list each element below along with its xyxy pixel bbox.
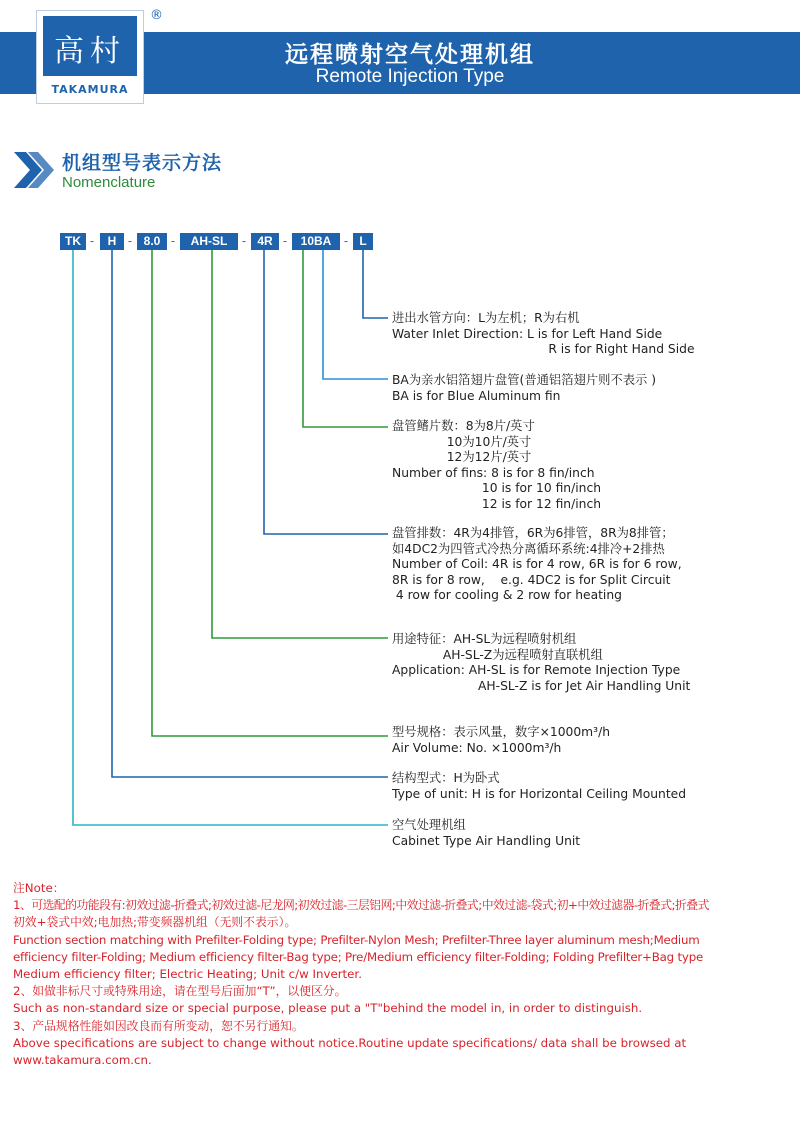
model-code-volume: 8.0 <box>137 233 167 250</box>
note-line: Such as non-standard size or special purpose, please put a "T"behind the model in, in order to distinguish. <box>13 1001 643 1016</box>
section-title-english: Nomenclature <box>62 174 156 191</box>
model-code-separator: - <box>343 234 349 248</box>
logo-english-text: TAKAMURA <box>51 83 129 96</box>
desc-water-inlet-direction: 进出水管方向：L为左机；R为右机 Water Inlet Direction: L is for Left Hand Side R is for Right Hand Side <box>392 311 695 357</box>
connector-line-fin-type <box>323 250 388 379</box>
connector-line-volume <box>152 250 388 736</box>
desc-fin-type: BA为亲水铝箔翅片盘管(普通铝箔翅片则不表示 ) BA is for Blue Aluminum fin <box>392 373 656 403</box>
model-code-separator: - <box>170 234 176 248</box>
model-code-separator: - <box>241 234 247 248</box>
logo-chinese-text: 高村 <box>54 34 126 69</box>
connector-line-direction <box>363 250 388 318</box>
note-line: efficiency filter-Folding; Medium efficiency filter-Bag type; Pre/Medium efficiency filter-Folding; Folding Prefilter+Bag type <box>13 949 704 964</box>
desc-unit-type: 结构型式：H为卧式 Type of unit: H is for Horizontal Ceiling Mounted <box>392 771 687 801</box>
connector-line-cabinet <box>73 250 388 825</box>
desc-cabinet: 空气处理机组 Cabinet Type Air Handling Unit <box>392 818 581 848</box>
connector-line-unit-type <box>112 250 388 777</box>
page-title-english: Remote Injection Type <box>315 66 505 87</box>
desc-air-volume: 型号规格：表示风量，数字×1000m³/h Air Volume: No. ×1000m³/h <box>392 725 611 755</box>
connector-line-application <box>212 250 388 638</box>
note-line: Medium efficiency filter; Electric Heating; Unit c/w Inverter. <box>13 967 362 982</box>
desc-coil-rows: 盘管排数：4R为4排管，6R为6排管，8R为8排管； 如4DC2为四管式冷热分离循环系统:4排冷+2排热 Number of Coil: 4R is for 4 row, 6R is for 6 row, 8R is for 8 row, e.g. 4DC2 is for Split Circuit 4 row for cooling & 2 row for heating <box>392 526 682 603</box>
page-title-chinese: 远程喷射空气处理机组 <box>285 42 535 68</box>
desc-application: 用途特征：AH-SL为远程喷射机组 AH-SL-Z为远程喷射直联机组 Application: AH-SL is for Remote Injection Type AH-SL-Z is for Jet Air Handling Unit <box>392 632 691 693</box>
model-code-10ba: 10BA <box>292 233 340 250</box>
section-title-chinese: 机组型号表示方法 <box>62 152 223 174</box>
desc-fin-count: 盘管鳍片数：8为8片/英寸 10为10片/英寸 12为12片/英寸 Number of fins: 8 is for 8 fin/inch 10 is for 10 fin/inch 12 is for 12 fin/inch <box>392 419 602 511</box>
notes-heading: 注Note： <box>13 881 65 895</box>
note-line: 初效+袋式中效;电加热;带变频器机组（无则不表示）。 <box>13 915 297 930</box>
connector-line-fin-count <box>303 250 388 427</box>
model-code-l: L <box>353 233 373 250</box>
note-line: 3、产品规格性能如因改良而有所变动，恕不另行通知。 <box>13 1018 304 1033</box>
model-code-separator: - <box>89 234 95 248</box>
model-code-ah-sl: AH-SL <box>180 233 238 250</box>
note-line: 1、可选配的功能段有:初效过滤-折叠式;初效过滤-尼龙网;初效过滤-三层铝网;中效过滤-折叠式;中效过滤-袋式;初+中效过滤器-折叠式;折叠式 <box>13 898 709 913</box>
note-line: Function section matching with Prefilter-Folding type; Prefilter-Nylon Mesh; Prefilter-Three layer aluminum mesh;Medium <box>13 932 700 947</box>
model-code-tk: TK <box>60 233 86 250</box>
note-line: Above specifications are subject to change without notice.Routine update specifications/ data shall be browsed at <box>13 1035 687 1050</box>
model-code-separator: - <box>127 234 133 248</box>
model-code-h: H <box>100 233 124 250</box>
website-link[interactable]: www.takamura.com.cn. <box>13 1053 152 1068</box>
notes-block <box>13 880 793 1069</box>
note-line: 2、如做非标尺寸或特殊用途，请在型号后面加“T”，以便区分。 <box>13 984 347 999</box>
registered-mark: ® <box>150 8 163 23</box>
connector-line-coil <box>264 250 388 534</box>
model-code-separator: - <box>282 234 288 248</box>
model-code-4r: 4R <box>251 233 279 250</box>
